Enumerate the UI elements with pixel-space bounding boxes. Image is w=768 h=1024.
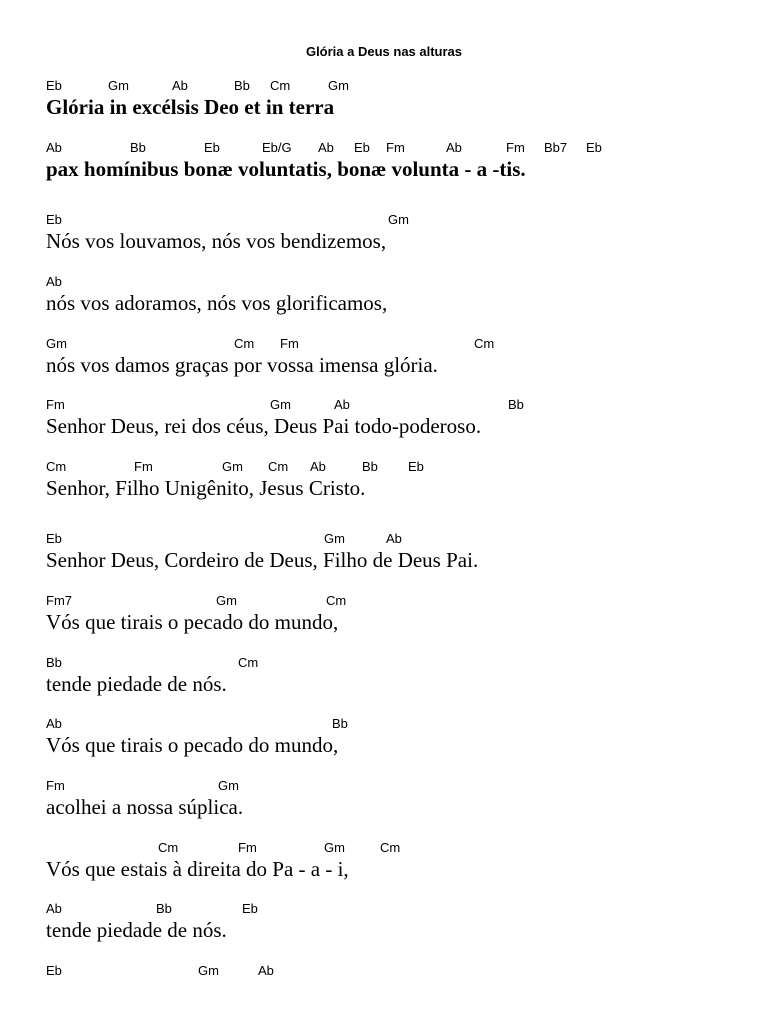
chord: Ab xyxy=(310,459,326,474)
lyric-line: Vós que tirais o pecado do mundo, xyxy=(46,733,339,757)
chord-line xyxy=(46,901,746,917)
stanza-6 xyxy=(46,397,746,439)
chord-line xyxy=(46,274,746,290)
stanza-1 xyxy=(46,78,746,120)
stanza-11 xyxy=(46,716,746,758)
chord-line xyxy=(46,778,746,794)
chord: Cm xyxy=(270,78,291,93)
chord-line xyxy=(46,531,746,547)
chord: Bb xyxy=(234,78,250,93)
chord-line xyxy=(46,840,746,856)
chord: Eb xyxy=(408,459,424,474)
chord: Cm xyxy=(380,840,401,855)
chord: Gm xyxy=(324,840,345,855)
chord: Eb xyxy=(46,531,62,546)
chord: Fm xyxy=(280,336,299,351)
chord: Ab xyxy=(172,78,188,93)
chord: Bb xyxy=(130,140,146,155)
lyric-line: Vós que tirais o pecado do mundo, xyxy=(46,610,339,634)
stanza-15 xyxy=(46,963,746,979)
lyric-line: tende piedade de nós. xyxy=(46,672,227,696)
lyric-line: acolhei a nossa súplica. xyxy=(46,795,244,819)
chord-line xyxy=(46,716,746,732)
chord: Ab xyxy=(46,274,62,289)
chord: Ab xyxy=(46,901,62,916)
stanza-10 xyxy=(46,655,746,697)
chord-line xyxy=(46,78,746,94)
stanza-13 xyxy=(46,840,746,882)
chord: Gm xyxy=(198,963,219,978)
chord: Cm xyxy=(234,336,255,351)
chord: Bb xyxy=(156,901,172,916)
chord: Eb xyxy=(354,140,370,155)
lyric-line: nós vos damos graças por vossa imensa glória. xyxy=(46,353,438,377)
chord: Gm xyxy=(324,531,345,546)
chord: Eb/G xyxy=(262,140,292,155)
chord: Fm xyxy=(386,140,405,155)
chord: Fm xyxy=(134,459,153,474)
lyric-line: pax homínibus bonæ voluntatis, bonæ volunta - a -tis. xyxy=(46,157,526,181)
chord: Fm xyxy=(46,778,65,793)
chord: Cm xyxy=(238,655,259,670)
chord: Ab xyxy=(386,531,402,546)
chord-line xyxy=(46,397,746,413)
chord: Eb xyxy=(46,963,62,978)
chord: Ab xyxy=(446,140,462,155)
chord-line xyxy=(46,212,746,228)
stanza-2 xyxy=(46,140,746,182)
chord: Eb xyxy=(242,901,258,916)
chord-line xyxy=(46,336,746,352)
chord: Cm xyxy=(474,336,495,351)
stanza-4 xyxy=(46,274,746,316)
chord-line xyxy=(46,459,746,475)
chord-line xyxy=(46,140,746,156)
chord: Ab xyxy=(318,140,334,155)
chord-line xyxy=(46,655,746,671)
lyric-line: Senhor Deus, rei dos céus, Deus Pai todo-poderoso. xyxy=(46,414,482,438)
chord: Bb7 xyxy=(544,140,568,155)
chord: Cm xyxy=(268,459,289,474)
chord: Ab xyxy=(46,716,62,731)
chord: Cm xyxy=(326,593,347,608)
chord: Fm xyxy=(238,840,257,855)
lyric-line: Glória in excélsis Deo et in terra xyxy=(46,95,335,119)
chord: Fm xyxy=(506,140,525,155)
lyric-line: Senhor, Filho Unigênito, Jesus Cristo. xyxy=(46,476,366,500)
chord: Eb xyxy=(586,140,602,155)
stanza-7 xyxy=(46,459,746,501)
chord: Bb xyxy=(332,716,348,731)
chord: Cm xyxy=(158,840,179,855)
chord: Bb xyxy=(362,459,378,474)
chord-line xyxy=(46,963,746,979)
stanza-8 xyxy=(46,531,746,573)
chord: Bb xyxy=(46,655,62,670)
chord: Gm xyxy=(216,593,237,608)
stanza-3 xyxy=(46,212,746,254)
song-title: Glória a Deus nas alturas xyxy=(305,44,463,59)
stanza-14 xyxy=(46,901,746,943)
chord: Gm xyxy=(218,778,239,793)
chord: Eb xyxy=(46,78,62,93)
chord: Fm xyxy=(46,397,65,412)
chord: Ab xyxy=(258,963,274,978)
chord: Gm xyxy=(222,459,243,474)
chord: Ab xyxy=(334,397,350,412)
chord: Gm xyxy=(328,78,349,93)
stanza-9 xyxy=(46,593,746,635)
lyric-line: Senhor Deus, Cordeiro de Deus, Filho de Deus Pai. xyxy=(46,548,479,572)
chord: Eb xyxy=(204,140,220,155)
chord: Gm xyxy=(108,78,129,93)
lyric-line: Nós vos louvamos, nós vos bendizemos, xyxy=(46,229,387,253)
chord: Eb xyxy=(46,212,62,227)
stanza-5 xyxy=(46,336,746,378)
chord: Gm xyxy=(270,397,291,412)
lyric-line: nós vos adoramos, nós vos glorificamos, xyxy=(46,291,388,315)
chord: Bb xyxy=(508,397,524,412)
lyric-line: Vós que estais à direita do Pa - a - i, xyxy=(46,857,349,881)
lyric-line: tende piedade de nós. xyxy=(46,918,227,942)
chord: Gm xyxy=(46,336,67,351)
stanza-12 xyxy=(46,778,746,820)
chord: Cm xyxy=(46,459,67,474)
chord: Gm xyxy=(388,212,409,227)
chord-line xyxy=(46,593,746,609)
chord: Ab xyxy=(46,140,62,155)
chord: Fm7 xyxy=(46,593,72,608)
